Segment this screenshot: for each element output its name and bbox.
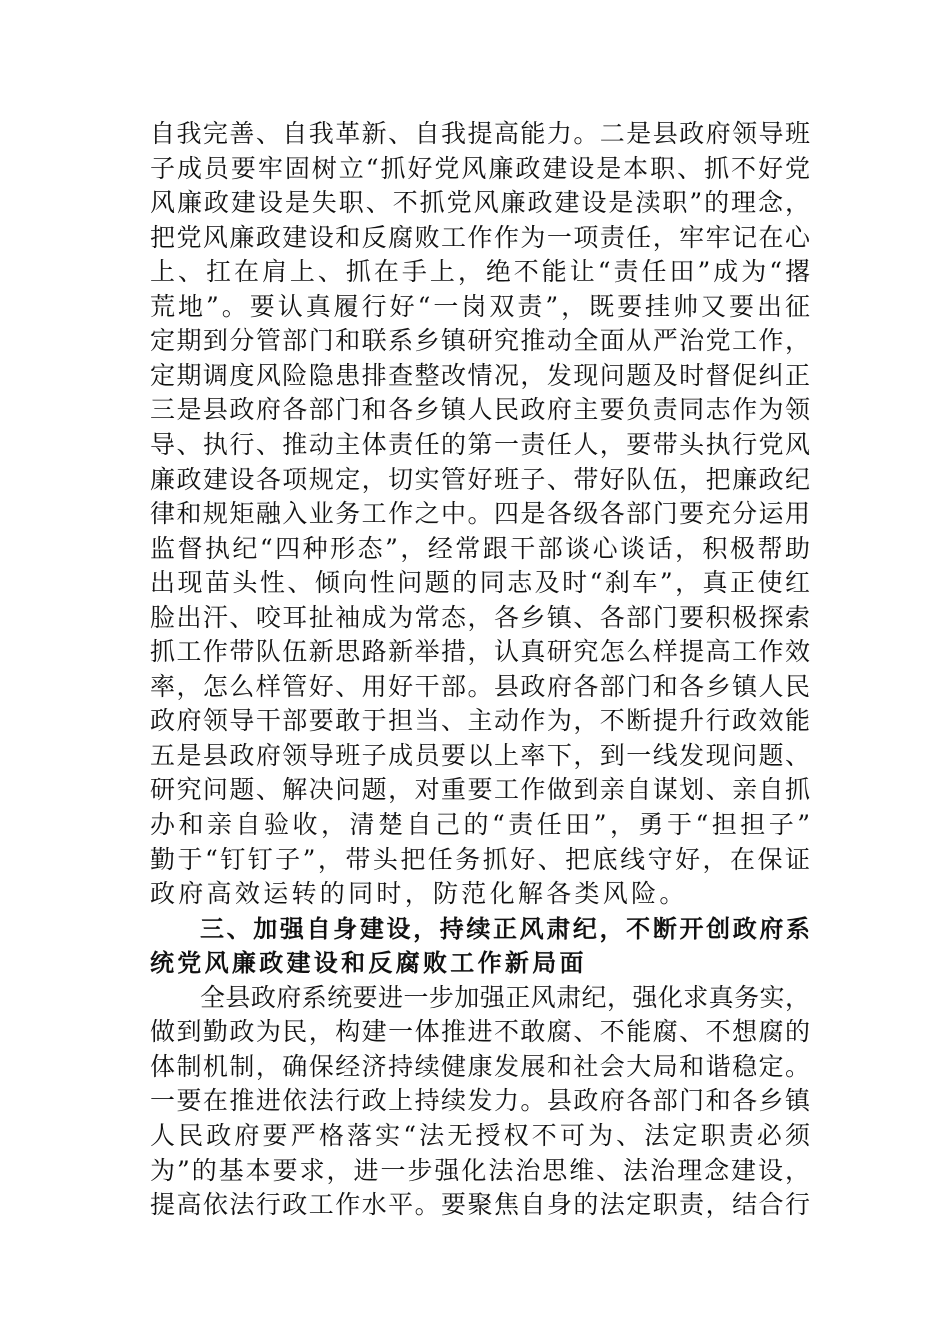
section-heading-line: 三、加强自身建设，持续正风肃纪，不断开创政府系 xyxy=(200,914,810,943)
text-line: 五是县政府领导班子成员要以上率下，到一线发现问题、 xyxy=(150,740,810,770)
text-line: 政府领导干部要敢于担当、主动作为，不断提升行政效能 xyxy=(150,706,810,736)
text-line: 风廉政建设是失职、不抓党风廉政建设是渎职”的理念， xyxy=(150,188,810,218)
text-line: 一要在推进依法行政上持续发力。县政府各部门和各乡镇 xyxy=(150,1086,810,1116)
text-line: 率，怎么样管好、用好干部。县政府各部门和各乡镇人民 xyxy=(150,671,810,701)
text-line: 监督执纪“四种形态”，经常跟干部谈心谈话，积极帮助 xyxy=(150,533,810,563)
text-line: 律和规矩融入业务工作之中。四是各级各部门要充分运用 xyxy=(150,499,810,529)
text-line: 定期调度风险隐患排查整改情况，发现问题及时督促纠正 xyxy=(150,360,810,390)
text-line: 政府高效运转的同时，防范化解各类风险。 xyxy=(150,879,688,909)
text-line: 荒地”。要认真履行好“一岗双责”，既要挂帅又要出征 xyxy=(150,291,810,321)
text-line: 全县政府系统要进一步加强正风肃纪，强化求真务实， xyxy=(200,982,810,1012)
text-line: 导、执行、推动主体责任的第一责任人，要带头执行党风 xyxy=(150,429,810,459)
text-line: 出现苗头性、倾向性问题的同志及时“刹车”，真正使红 xyxy=(150,568,810,598)
text-line: 人民政府要严格落实“法无授权不可为、法定职责必须 xyxy=(150,1120,810,1150)
text-line: 抓工作带队伍新思路新举措，认真研究怎么样提高工作效 xyxy=(150,637,810,667)
text-line: 廉政建设各项规定，切实管好班子、带好队伍，把廉政纪 xyxy=(150,464,810,494)
text-line: 做到勤政为民，构建一体推进不敢腐、不能腐、不想腐的 xyxy=(150,1017,810,1047)
text-line: 体制机制，确保经济持续健康发展和社会大局和谐稳定。 xyxy=(150,1051,810,1081)
text-line: 子成员要牢固树立“抓好党风廉政建设是本职、抓不好党 xyxy=(150,153,810,183)
text-line: 定期到分管部门和联系乡镇研究推动全面从严治党工作， xyxy=(150,326,810,356)
text-line: 提高依法行政工作水平。要聚焦自身的法定职责，结合行 xyxy=(150,1190,810,1220)
text-line: 自我完善、自我革新、自我提高能力。二是县政府领导班 xyxy=(150,119,810,148)
text-line: 办和亲自验收，清楚自己的“责任田”，勇于“担担子” xyxy=(150,810,810,839)
text-line: 研究问题、解决问题，对重要工作做到亲自谋划、亲自抓 xyxy=(150,775,810,805)
text-line: 为”的基本要求，进一步强化法治思维、法治理念建设， xyxy=(150,1155,810,1185)
text-line: 上、扛在肩上、抓在手上，绝不能让“责任田”成为“撂 xyxy=(150,257,810,287)
section-heading-line: 统党风廉政建设和反腐败工作新局面 xyxy=(150,949,587,978)
text-line: 把党风廉政建设和反腐败工作作为一项责任，牢牢记在心 xyxy=(150,222,810,252)
text-line: 三是县政府各部门和各乡镇人民政府主要负责同志作为领 xyxy=(150,395,810,425)
text-line: 勤于“钉钉子”，带头把任务抓好、把底线守好，在保证 xyxy=(150,844,810,874)
text-line: 脸出汗、咬耳扯袖成为常态，各乡镇、各部门要积极探索 xyxy=(150,602,810,632)
